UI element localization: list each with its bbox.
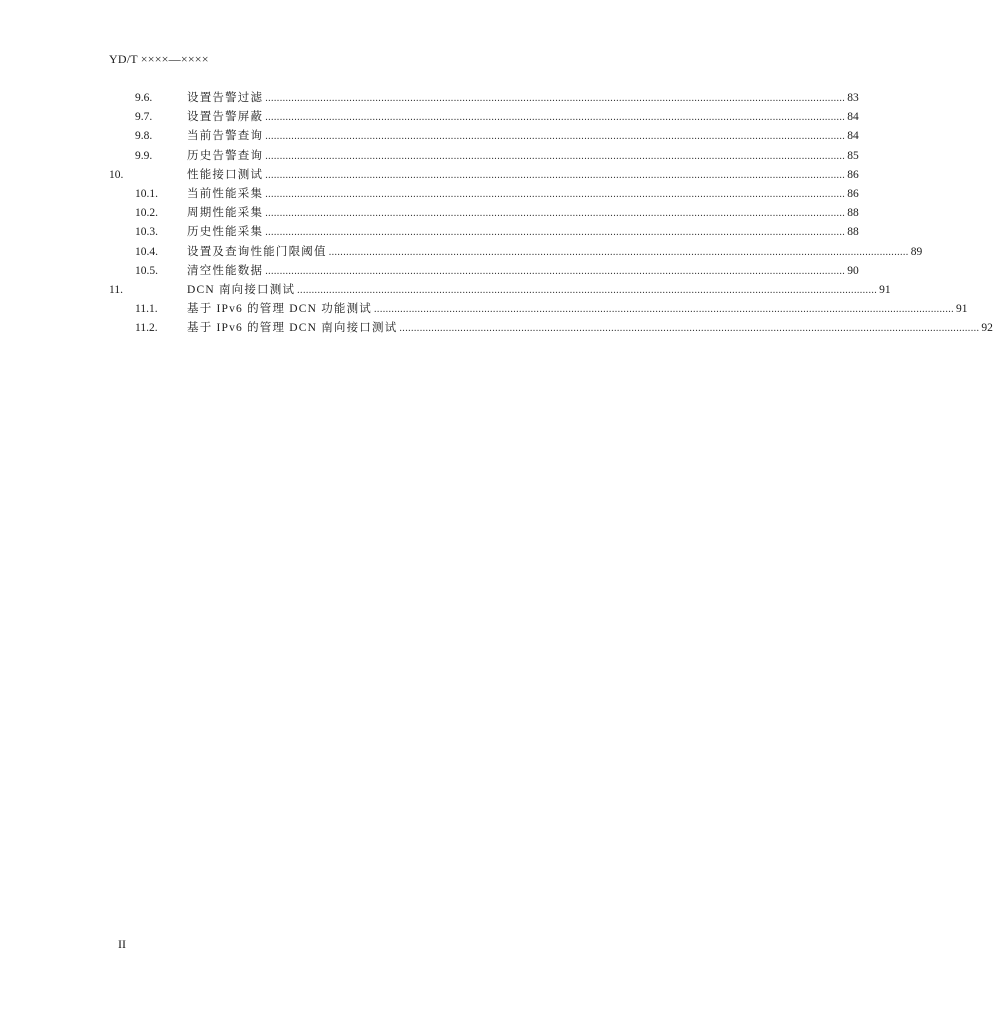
toc-entry-line — [187, 166, 859, 185]
toc-entry-title: 基于 IPv6 的管理 DCN 功能测试 — [187, 303, 373, 316]
toc-entry-page: 92 — [981, 322, 993, 335]
toc-entry-page: 83 — [847, 92, 859, 104]
toc-entry[interactable] — [0, 147, 859, 166]
toc-entry-line — [187, 281, 891, 300]
toc-dot-leader: ........................................................................................................................................................................................................ — [265, 169, 846, 181]
toc-entry-page: 85 — [847, 149, 859, 162]
toc-entry-number: 10.5. — [135, 264, 158, 277]
toc-entry[interactable] — [0, 185, 859, 204]
toc-entry-title: 历史性能采集 — [187, 226, 264, 239]
table-of-contents — [0, 89, 993, 338]
toc-entry-title: 当前性能采集 — [187, 187, 264, 200]
toc-entry[interactable] — [0, 108, 859, 127]
toc-entry-title: 基于 IPv6 的管理 DCN 南向接口测试 — [187, 322, 398, 335]
toc-entry-line — [187, 204, 859, 223]
toc-entry-title: 当前告警查询 — [187, 130, 264, 143]
toc-entry-line — [187, 300, 968, 319]
toc-entry-page: 90 — [847, 264, 859, 277]
toc-entry-number: 11. — [109, 283, 123, 296]
toc-entry[interactable] — [0, 89, 859, 108]
toc-dot-leader: ........................................................................................................................................................................................................ — [297, 284, 878, 296]
toc-entry[interactable] — [0, 243, 923, 262]
toc-dot-leader: ........................................................................................................................................................................................................ — [265, 227, 846, 239]
toc-entry[interactable] — [0, 166, 859, 185]
toc-entry-page: 91 — [956, 303, 968, 316]
toc-entry-page: 84 — [847, 111, 859, 124]
toc-entry-title: 清空性能数据 — [187, 264, 264, 277]
toc-entry-number: 10.1. — [135, 187, 158, 200]
toc-dot-leader: ........................................................................................................................................................................................................ — [265, 188, 846, 200]
toc-entry-line — [187, 319, 993, 338]
toc-entry[interactable] — [0, 300, 968, 319]
toc-entry-line — [187, 185, 859, 204]
toc-dot-leader: ........................................................................................................................................................................................................ — [374, 304, 955, 316]
toc-entry-page: 84 — [847, 130, 859, 143]
toc-entry-line — [187, 147, 859, 166]
toc-dot-leader: ........................................................................................................................................................................................................ — [265, 112, 846, 124]
toc-entry-number: 9.9. — [135, 149, 153, 162]
document-header: YD/T ××××—×××× — [109, 52, 209, 66]
toc-entry[interactable] — [0, 319, 993, 338]
toc-entry-line — [187, 89, 859, 108]
toc-entry[interactable] — [0, 281, 891, 300]
toc-entry-title: DCN 南向接口测试 — [187, 283, 296, 296]
toc-entry-page: 89 — [910, 245, 923, 258]
toc-entry-line — [187, 108, 859, 127]
toc-entry-number: 10.4. — [135, 245, 158, 258]
toc-entry-number: 9.7. — [135, 111, 153, 124]
toc-dot-leader: ........................................................................................................................................................................................................ — [265, 131, 846, 143]
toc-entry-line — [187, 262, 859, 281]
toc-entry-page: 88 — [847, 226, 859, 239]
toc-entry-line — [187, 127, 859, 146]
toc-entry[interactable] — [0, 204, 859, 223]
toc-entry-title: 性能接口测试 — [187, 168, 264, 181]
toc-entry-page: 86 — [847, 187, 859, 200]
toc-entry-number: 11.2. — [135, 322, 158, 335]
toc-entry-title: 周期性能采集 — [187, 207, 264, 220]
toc-dot-leader: ........................................................................................................................................................................................................ — [399, 323, 980, 335]
toc-dot-leader: ........................................................................................................................................................................................................ — [265, 265, 846, 277]
toc-entry-number: 10.3. — [135, 226, 158, 239]
toc-entry-title: 设置告警屏蔽 — [187, 111, 264, 124]
page-number: II — [118, 937, 126, 951]
toc-entry-title: 设置及查询性能门限阈值 — [187, 245, 327, 258]
toc-entry-number: 9.6. — [135, 92, 153, 104]
toc-dot-leader: ........................................................................................................................................................................................................ — [328, 246, 909, 258]
toc-entry-page: 88 — [847, 207, 859, 220]
toc-entry-number: 11.1. — [135, 303, 158, 316]
toc-entry-page: 86 — [847, 168, 859, 181]
toc-entry-title: 历史告警查询 — [187, 149, 264, 162]
toc-entry-number: 9.8. — [135, 130, 153, 143]
toc-entry-line — [187, 243, 923, 262]
toc-dot-leader: ........................................................................................................................................................................................................ — [265, 93, 846, 104]
toc-dot-leader: ........................................................................................................................................................................................................ — [265, 208, 846, 220]
toc-entry[interactable] — [0, 127, 859, 146]
toc-entry-line — [187, 223, 859, 242]
toc-entry-page: 91 — [879, 283, 891, 296]
toc-entry-number: 10.2. — [135, 207, 158, 220]
toc-entry[interactable] — [0, 223, 859, 242]
toc-entry-title: 设置告警过滤 — [187, 92, 264, 104]
toc-entry-number: 10. — [109, 168, 124, 181]
toc-entry[interactable] — [0, 262, 859, 281]
toc-dot-leader: ........................................................................................................................................................................................................ — [265, 150, 846, 162]
